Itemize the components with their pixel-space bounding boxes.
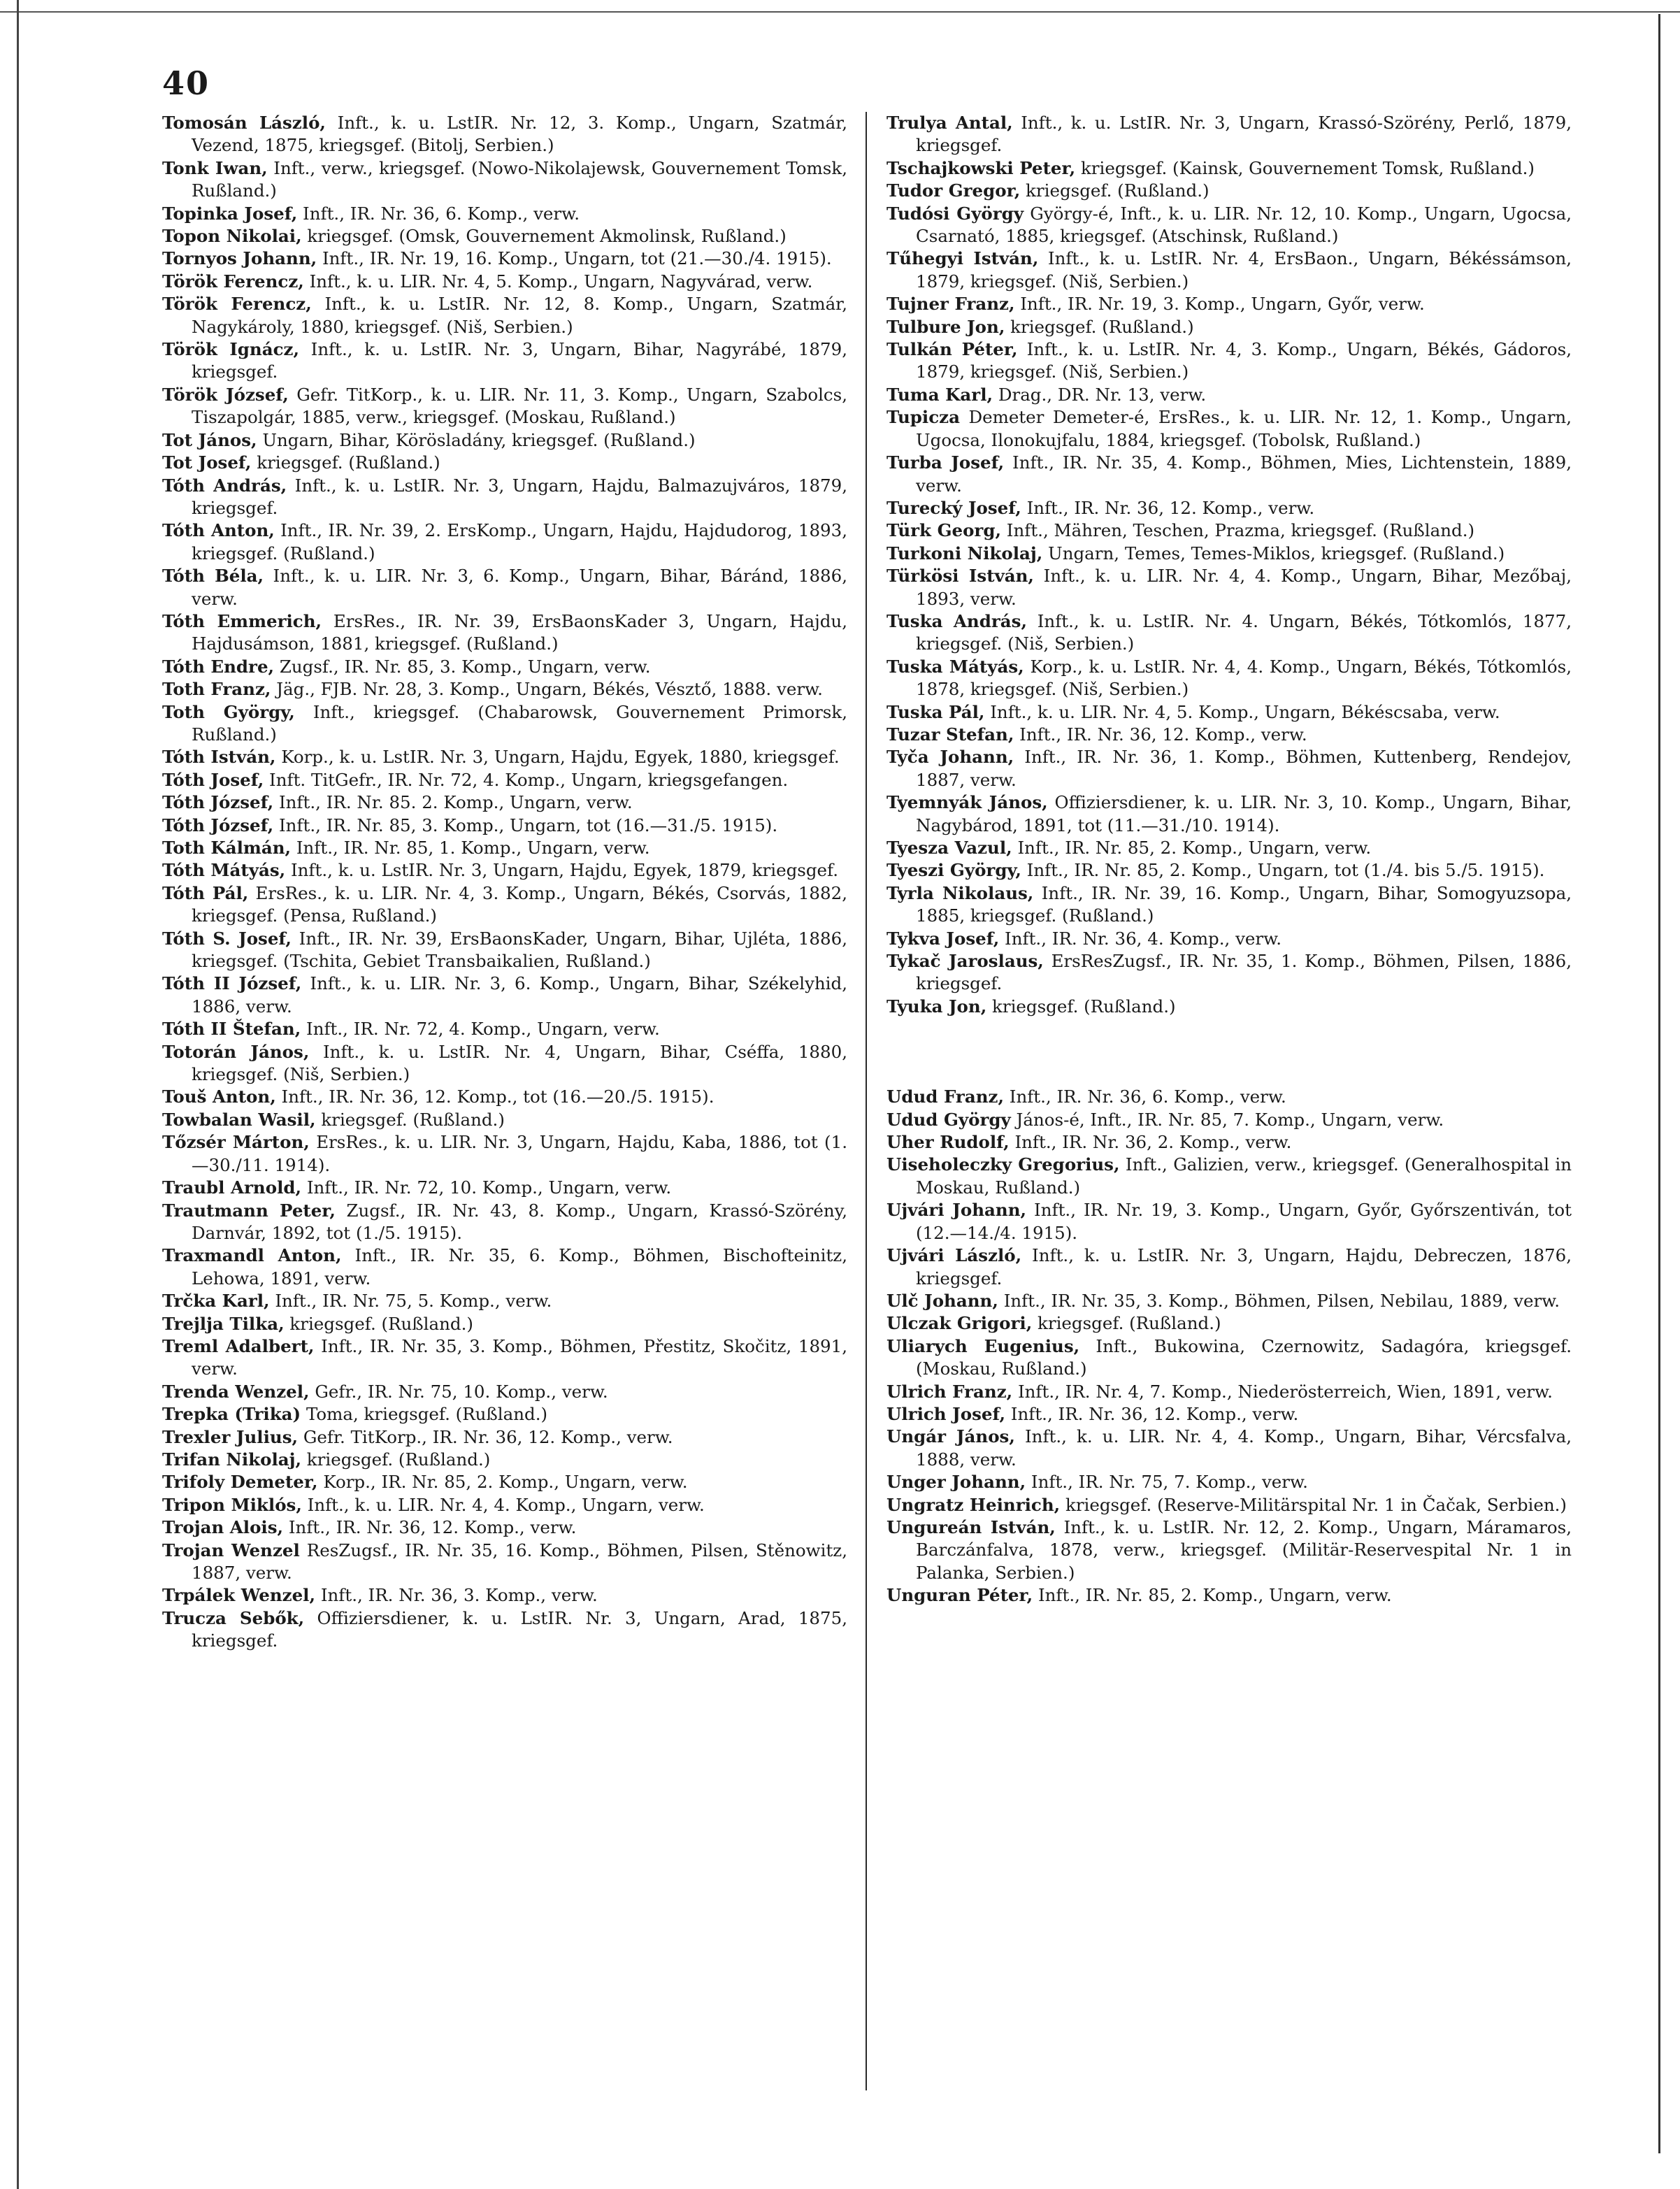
entry-details: Ungarn, Bihar, Körösladány, kriegsgef. (Rußland.) <box>257 429 696 450</box>
register-entry <box>162 1131 847 1177</box>
register-entry <box>162 1244 847 1290</box>
entry-name: Török Ferencz, <box>162 271 304 292</box>
register-entry <box>162 1403 847 1426</box>
entry-name: Trepka (Trika) <box>162 1404 301 1425</box>
entry-details: Korp., k. u. LstIR. Nr. 3, Ungarn, Hajdu, Egyek, 1880, kriegsgef. <box>275 747 840 768</box>
entry-name: Tyeszi György, <box>886 860 1021 881</box>
entry-name: Tóth S. Josef, <box>162 928 292 949</box>
register-entry <box>162 1607 847 1653</box>
entry-name: Tóth József, <box>162 792 274 813</box>
register-entry <box>162 475 847 520</box>
entry-name: Toth György, <box>162 701 295 722</box>
register-entry <box>162 656 847 678</box>
entry-name: Tóth Mátyás, <box>162 860 286 881</box>
entry-name: Toth Kálmán, <box>162 838 292 858</box>
register-entry <box>162 746 847 768</box>
entry-details: Inft., kriegsgef. (Chabarowsk, Gouvernement Primorsk, Rußland.) <box>192 701 847 745</box>
entry-details: Inft., k. u. LIR. Nr. 4, 4. Komp., Ungarn, Bihar, Mezőbaj, 1893, verw. <box>916 566 1572 609</box>
entry-details: Inft., k. u. LIR. Nr. 3, 6. Komp., Ungarn, Bihar, Báránd, 1886, verw. <box>192 566 847 609</box>
entry-name: Ujvári Johann, <box>886 1200 1027 1221</box>
register-entry <box>886 1290 1572 1312</box>
entry-name: Ujvári László, <box>886 1245 1022 1266</box>
register-entry <box>162 293 847 338</box>
entry-name: Trejlja Tilka, <box>162 1313 285 1334</box>
entry-details: kriegsgef. (Rußland.) <box>301 1449 491 1470</box>
page-top-edge <box>0 11 1680 13</box>
entry-details: Offiziersdiener, k. u. LIR. Nr. 3, 10. Komp., Ungarn, Bihar, Nagybárod, 1891, tot (11.—31./10. 1914). <box>916 792 1572 835</box>
entry-name: Trifoly Demeter, <box>162 1472 318 1493</box>
entry-details: Inft., k. u. LIR. Nr. 4, 4. Komp., Ungarn, verw. <box>301 1494 705 1515</box>
right-column-t-entries <box>886 112 1572 1018</box>
entry-name: Trautmann Peter, <box>162 1200 336 1221</box>
register-entry <box>886 1494 1572 1516</box>
register-entry <box>162 1426 847 1449</box>
entry-name: Ungratz Heinrich, <box>886 1494 1061 1515</box>
entry-name: Tóth Anton, <box>162 520 275 541</box>
entry-details: Inft., IR. Nr. 85. 2. Komp., Ungarn, verw. <box>273 792 633 813</box>
entry-details: Inft., IR. Nr. 36, 6. Komp., verw. <box>1003 1086 1286 1107</box>
entry-name: Turecký Josef, <box>886 497 1021 518</box>
entry-name: Touš Anton, <box>162 1086 276 1107</box>
entry-details: Inft., IR. Nr. 36, 12. Komp., tot (16.—20./5. 1915). <box>275 1086 715 1107</box>
register-entry <box>162 429 847 452</box>
register-entry <box>162 1086 847 1108</box>
register-entry <box>886 656 1572 701</box>
entry-details: Inft., IR. Nr. 36, 12. Komp., verw. <box>1021 497 1315 518</box>
entry-name: Tripon Miklós, <box>162 1494 302 1515</box>
entry-name: Tuska András, <box>886 610 1027 631</box>
entry-details: Inft., IR. Nr. 36, 3. Komp., verw. <box>315 1585 598 1606</box>
entry-name: Tupicza <box>886 407 960 428</box>
entry-name: Tulkán Péter, <box>886 339 1018 360</box>
entry-name: Tóth Pál, <box>162 882 249 903</box>
entry-details: Inft., IR. Nr. 39, 2. ErsKomp., Ungarn, Hajdu, Hajdudorog, 1893, kriegsgef. (Rußland.) <box>192 520 847 564</box>
entry-details: Inft., IR. Nr. 36, 12. Komp., verw. <box>1005 1403 1299 1424</box>
entry-name: Uliarych Eugenius, <box>886 1335 1080 1356</box>
entry-details: Inft., IR. Nr. 85, 2. Komp., Ungarn, tot (1./4. bis 5./5. 1915). <box>1021 860 1545 881</box>
entry-name: Türk Georg, <box>886 520 1001 541</box>
entry-name: Tóth II József, <box>162 973 302 994</box>
register-entry <box>886 384 1572 406</box>
entry-details: Inft., IR. Nr. 4, 7. Komp., Niederösterreich, Wien, 1891, verw. <box>1012 1381 1553 1402</box>
entry-name: Tuska Mátyás, <box>886 656 1024 677</box>
entry-details: Korp., IR. Nr. 85, 2. Komp., Ungarn, verw. <box>317 1472 688 1493</box>
entry-details: Inft., k. u. LstIR. Nr. 3, Ungarn, Hajdu, Debreczen, 1876, kriegsgef. <box>916 1245 1572 1289</box>
entry-details: Inft., k. u. LstIR. Nr. 12, 8. Komp., Ungarn, Szatmár, Nagykároly, 1880, kriegsgef. (Niš, Serbien.) <box>192 294 847 337</box>
entry-details: ErsRes., k. u. LIR. Nr. 3, Ungarn, Hajdu, Kaba, 1886, tot (1.—30./11. 1914). <box>192 1132 847 1175</box>
register-entry <box>886 701 1572 724</box>
register-entry <box>162 928 847 973</box>
entry-name: Tomosán László, <box>162 113 326 133</box>
entry-details: Inft., IR. Nr. 39, ErsBaonsKader, Ungarn, Bihar, Ujléta, 1886, kriegsgef. (Tschita, Gebiet Transbaikalien, Rußland.) <box>192 928 847 972</box>
entry-name: Tuzar Stefan, <box>886 724 1014 745</box>
entry-details: kriegsgef. (Rußland.) <box>1005 316 1194 337</box>
page-right-edge <box>1658 14 1660 2153</box>
entry-name: Tóth II Štefan, <box>162 1019 301 1040</box>
entry-name: Tóth Emmerich, <box>162 610 322 631</box>
entry-name: Turba Josef, <box>886 452 1005 473</box>
register-entry <box>886 519 1572 542</box>
register-entry <box>162 1018 847 1040</box>
register-entry <box>886 837 1572 859</box>
entry-details: Inft., k. u. LIR. Nr. 4, 5. Komp., Ungarn, Nagyvárad, verw. <box>303 271 813 292</box>
entry-name: Tóth Béla, <box>162 566 264 587</box>
register-entry <box>886 1131 1572 1154</box>
entry-name: Ulczak Grigori, <box>886 1313 1033 1334</box>
entry-name: Trifan Nikolaj, <box>162 1449 302 1470</box>
entry-name: Tóth István, <box>162 747 276 768</box>
entry-name: Tóth András, <box>162 475 287 496</box>
register-entry <box>162 1471 847 1493</box>
entry-details: Inft., IR. Nr. 35, 3. Komp., Böhmen, Pilsen, Nebilau, 1889, verw. <box>998 1290 1560 1311</box>
entry-details: Inft., Galizien, verw., kriegsgef. (Generalhospital in Moskau, Rußland.) <box>916 1154 1572 1198</box>
register-entry <box>886 112 1572 157</box>
register-entry <box>886 1086 1572 1108</box>
entry-details: Inft., IR. Nr. 85, 2. Komp., Ungarn, verw. <box>1033 1585 1392 1606</box>
register-entry <box>162 1200 847 1245</box>
register-entry <box>162 271 847 293</box>
register-entry <box>886 928 1572 950</box>
entry-name: Tot Josef, <box>162 452 252 473</box>
entry-details: Inft., IR. Nr. 75, 5. Komp., verw. <box>269 1291 552 1312</box>
entry-name: Tschajkowski Peter, <box>886 157 1076 178</box>
entry-name: Török József, <box>162 384 289 405</box>
register-entry <box>886 1312 1572 1335</box>
entry-name: Tűhegyi István, <box>886 248 1039 269</box>
entry-details: Inft., k. u. LstIR. Nr. 3, Ungarn, Hajdu, Egyek, 1879, kriegsgef. <box>285 860 839 881</box>
entry-name: Tudor Gregor, <box>886 180 1021 201</box>
right-column <box>886 112 1572 1607</box>
entry-details: Inft., k. u. LstIR. Nr. 4, ErsBaon., Ungarn, Békéssámson, 1879, kriegsgef. (Niš, Serbien.) <box>916 248 1572 292</box>
entry-details: Inft., IR. Nr. 19, 3. Komp., Ungarn, Győr, verw. <box>1014 294 1425 315</box>
section-gap <box>886 1018 1572 1086</box>
register-entry <box>886 996 1572 1018</box>
entry-details: ErsRes., k. u. LIR. Nr. 4, 3. Komp., Ungarn, Békés, Csorvás, 1882, kriegsgef. (Pensa, Rußland.) <box>192 882 847 926</box>
register-entry <box>886 203 1572 248</box>
entry-details: Drag., DR. Nr. 13, verw. <box>993 384 1207 405</box>
register-entry <box>886 1426 1572 1471</box>
entry-details: Inft., IR. Nr. 36, 12. Komp., verw. <box>1014 724 1307 745</box>
entry-details: Inft., IR. Nr. 85, 3. Komp., Ungarn, tot (16.—31./5. 1915). <box>273 814 778 835</box>
register-entry <box>886 724 1572 746</box>
register-entry <box>162 203 847 225</box>
entry-details: kriegsgef. (Rußland.) <box>284 1313 473 1334</box>
entry-name: Tyrla Nikolaus, <box>886 882 1034 903</box>
register-entry <box>162 565 847 610</box>
entry-details: György-é, Inft., k. u. LIR. Nr. 12, 10. Komp., Ungarn, Ugocsa, Csarnató, 1885, kriegsgef. (Atschinsk, Rußland.) <box>916 203 1572 247</box>
register-entry <box>886 1403 1572 1426</box>
register-entry <box>886 293 1572 315</box>
register-entry <box>162 112 847 157</box>
entry-details: Inft., IR. Nr. 36, 1. Komp., Böhmen, Kuttenberg, Rendejov, 1887, verw. <box>916 747 1572 790</box>
register-entry <box>162 519 847 565</box>
entry-details: Inft., IR. Nr. 72, 4. Komp., Ungarn, verw. <box>301 1019 660 1040</box>
entry-details: kriegsgef. (Kainsk, Gouvernement Tomsk, Rußland.) <box>1075 157 1535 178</box>
register-entry <box>162 1041 847 1086</box>
register-entry <box>162 837 847 859</box>
entry-details: Zugsf., IR. Nr. 85, 3. Komp., Ungarn, verw. <box>274 656 651 677</box>
entry-details: Inft., IR. Nr. 35, 4. Komp., Böhmen, Mies, Lichtenstein, 1889, verw. <box>916 452 1572 496</box>
entry-name: Udud Franz, <box>886 1086 1004 1107</box>
entry-name: Ungureán István, <box>886 1516 1056 1537</box>
entry-details: Inft., verw., kriegsgef. (Nowo-Nikolajewsk, Gouvernement Tomsk, Rußland.) <box>192 157 847 201</box>
entry-details: Ungarn, Temes, Temes-Miklos, kriegsgef. (Rußland.) <box>1042 543 1505 564</box>
entry-details: ResZugsf., IR. Nr. 35, 16. Komp., Böhmen, Pilsen, Stěnowitz, 1887, verw. <box>192 1540 847 1583</box>
entry-name: Ungár János, <box>886 1426 1015 1447</box>
entry-name: Tudósi György <box>886 203 1024 224</box>
entry-name: Ulč Johann, <box>886 1290 998 1311</box>
entry-name: Unger Johann, <box>886 1472 1026 1493</box>
register-entry <box>162 225 847 247</box>
entry-name: Tyemnyák János, <box>886 792 1048 813</box>
entry-details: kriegsgef. (Omsk, Gouvernement Akmolinsk, Rußland.) <box>301 226 787 247</box>
entry-details: kriegsgef. (Reserve-Militärspital Nr. 1 in Čačak, Serbien.) <box>1060 1494 1567 1515</box>
entry-name: Tuska Pál, <box>886 701 985 722</box>
register-entry <box>162 610 847 656</box>
register-entry <box>162 701 847 747</box>
entry-name: Tonk Iwan, <box>162 157 268 178</box>
entry-details: Inft., k. u. LstIR. Nr. 3, Ungarn, Hajdu, Balmazujváros, 1879, kriegsgef. <box>192 475 848 518</box>
register-entry <box>162 1584 847 1607</box>
register-entry <box>886 1109 1572 1131</box>
register-entry <box>162 1177 847 1199</box>
entry-details: kriegsgef. (Rußland.) <box>251 452 440 473</box>
register-entry <box>162 247 847 270</box>
register-entry <box>162 1449 847 1471</box>
entry-name: Topon Nikolai, <box>162 226 302 247</box>
entry-name: Uher Rudolf, <box>886 1132 1010 1153</box>
page-number: 40 <box>162 64 210 102</box>
register-entry <box>886 565 1572 610</box>
entry-name: Trčka Karl, <box>162 1291 270 1312</box>
entry-details: Inft., IR. Nr. 36, 6. Komp., verw. <box>297 203 580 224</box>
register-entry <box>886 1381 1572 1403</box>
entry-details: Zugsf., IR. Nr. 43, 8. Komp., Ungarn, Krassó-Szörény, Darnvár, 1892, tot (1./5. 1915). <box>192 1200 847 1243</box>
register-entry <box>162 1540 847 1585</box>
entry-details: Inft. TitGefr., IR. Nr. 72, 4. Komp., Ungarn, kriegsgefangen. <box>264 769 789 790</box>
entry-name: Turkoni Nikolaj, <box>886 543 1043 564</box>
entry-name: Topinka Josef, <box>162 203 298 224</box>
register-entry <box>886 338 1572 384</box>
register-entry <box>886 316 1572 338</box>
register-entry <box>162 973 847 1018</box>
register-entry <box>162 1109 847 1131</box>
register-entry <box>886 1471 1572 1493</box>
entry-details: Inft., IR. Nr. 36, 4. Komp., verw. <box>999 928 1281 949</box>
entry-details: Inft., IR. Nr. 72, 10. Komp., Ungarn, verw. <box>301 1177 672 1198</box>
entry-name: Török Ferencz, <box>162 294 312 315</box>
entry-name: Tóth József, <box>162 814 274 835</box>
register-entry <box>886 1154 1572 1199</box>
entry-details: Inft., IR. Nr. 19, 3. Komp., Ungarn, Győr, Győrszentiván, tot (12.—14./4. 1915). <box>916 1200 1572 1243</box>
entry-name: Tulbure Jon, <box>886 316 1005 337</box>
register-entry <box>886 1584 1572 1607</box>
entry-name: Tyesza Vazul, <box>886 838 1012 858</box>
entry-name: Ulrich Franz, <box>886 1381 1013 1402</box>
entry-details: Offiziersdiener, k. u. LstIR. Nr. 3, Ungarn, Arad, 1875, kriegsgef. <box>192 1607 847 1651</box>
entry-name: Toth Franz, <box>162 679 271 700</box>
entry-name: Trulya Antal, <box>886 113 1013 133</box>
entry-details: Toma, kriegsgef. (Rußland.) <box>301 1404 548 1425</box>
entry-name: Török Ignácz, <box>162 339 299 360</box>
register-entry <box>886 791 1572 837</box>
entry-name: Tyuka Jon, <box>886 996 987 1017</box>
entry-details: Inft., k. u. LstIR. Nr. 12, 3. Komp., Ungarn, Szatmár, Vezend, 1875, kriegsgef. (Bitolj, Serbien.) <box>192 113 847 156</box>
entry-name: Unguran Péter, <box>886 1585 1033 1606</box>
entry-details: kriegsgef. (Rußland.) <box>986 996 1176 1017</box>
entry-details: Inft., IR. Nr. 85, 2. Komp., Ungarn, verw. <box>1012 838 1372 858</box>
register-entry <box>162 384 847 429</box>
entry-name: Tujner Franz, <box>886 294 1015 315</box>
entry-details: Gefr., IR. Nr. 75, 10. Komp., verw. <box>309 1381 608 1402</box>
entry-details: János-é, Inft., IR. Nr. 85, 7. Komp., Ungarn, verw. <box>1010 1109 1444 1130</box>
entry-details: ErsRes., IR. Nr. 39, ErsBaonsKader 3, Ungarn, Hajdu, Hajdusámson, 1881, kriegsgef. (Rußland.) <box>192 610 847 654</box>
entry-details: Inft., k. u. LstIR. Nr. 12, 2. Komp., Ungarn, Máramaros, Barczánfalva, 1878, verw., kriegsgef. (Militär-Reservespital Nr. 1 in Palanka, Serbien.) <box>916 1516 1572 1583</box>
register-entry <box>886 1335 1572 1381</box>
column-divider <box>866 112 867 2090</box>
entry-name: Ulrich Josef, <box>886 1403 1005 1424</box>
entry-details: Inft., IR. Nr. 75, 7. Komp., verw. <box>1026 1472 1308 1493</box>
register-entry <box>886 180 1572 202</box>
entry-name: Trojan Wenzel <box>162 1540 300 1560</box>
entry-name: Traxmandl Anton, <box>162 1245 342 1266</box>
left-column <box>162 112 847 1653</box>
register-entry <box>886 610 1572 656</box>
entry-details: Inft., IR. Nr. 36, 2. Komp., verw. <box>1009 1132 1292 1153</box>
entry-details: Inft., IR. Nr. 36, 12. Komp., verw. <box>283 1517 577 1538</box>
entry-details: Inft., k. u. LIR. Nr. 4, 4. Komp., Ungarn, Bihar, Vércsfalva, 1888, verw. <box>916 1426 1572 1470</box>
register-entry <box>162 814 847 837</box>
entry-details: Inft., k. u. LIR. Nr. 3, 6. Komp., Ungarn, Bihar, Székelyhid, 1886, verw. <box>192 973 847 1017</box>
entry-name: Treml Adalbert, <box>162 1335 315 1356</box>
entry-name: Tornyos Johann, <box>162 248 317 269</box>
register-entry <box>162 882 847 928</box>
entry-details: Inft., IR. Nr. 35, 6. Komp., Böhmen, Bischofteinitz, Lehowa, 1891, verw. <box>192 1245 848 1289</box>
register-entry <box>162 338 847 384</box>
entry-name: Traubl Arnold, <box>162 1177 302 1198</box>
entry-name: Tuma Karl, <box>886 384 993 405</box>
entry-name: Trojan Alois, <box>162 1517 284 1538</box>
entry-name: Tóth Endre, <box>162 656 275 677</box>
register-entry <box>162 678 847 701</box>
register-entry <box>162 791 847 814</box>
register-entry <box>886 1244 1572 1290</box>
register-entry <box>162 1494 847 1516</box>
entry-name: Uiseholeczky Gregorius, <box>886 1154 1120 1175</box>
entry-name: Totorán János, <box>162 1041 310 1062</box>
entry-details: Inft., k. u. LstIR. Nr. 4, 3. Komp., Ungarn, Békés, Gádoros, 1879, kriegsgef. (Niš, Serbien.) <box>916 339 1572 382</box>
entry-name: Trexler Julius, <box>162 1426 299 1447</box>
right-column-u-entries <box>886 1086 1572 1607</box>
register-entry <box>162 1381 847 1403</box>
entry-details: Inft., IR. Nr. 19, 16. Komp., Ungarn, tot (21.—30./4. 1915). <box>317 248 832 269</box>
register-entry <box>886 247 1572 293</box>
register-entry <box>162 1313 847 1335</box>
register-entry <box>886 859 1572 882</box>
entry-details: Inft., k. u. LstIR. Nr. 3, Ungarn, Krassó-Szörény, Perlő, 1879, kriegsgef. <box>916 113 1572 156</box>
entry-name: Tot János, <box>162 429 257 450</box>
entry-details: Inft., IR. Nr. 85, 1. Komp., Ungarn, verw. <box>291 838 650 858</box>
register-entry <box>162 1516 847 1539</box>
register-entry <box>886 746 1572 791</box>
entry-details: Korp., k. u. LstIR. Nr. 4, 4. Komp., Ungarn, Békés, Tótkomlós, 1878, kriegsgef. (Niš, Serbien.) <box>916 656 1572 700</box>
register-entry <box>886 950 1572 996</box>
entry-name: Udud György <box>886 1109 1011 1130</box>
entry-details: kriegsgef. (Rußland.) <box>1032 1313 1221 1334</box>
register-entry <box>162 1290 847 1312</box>
entry-details: Jäg., FJB. Nr. 28, 3. Komp., Ungarn, Békés, Vésztő, 1888. verw. <box>271 679 823 700</box>
entry-details: Inft., IR. Nr. 39, 16. Komp., Ungarn, Bihar, Somogyuzsopa, 1885, kriegsgef. (Rußland.) <box>916 882 1572 926</box>
entry-details: Inft., Mähren, Teschen, Prazma, kriegsgef. (Rußland.) <box>1001 520 1475 541</box>
entry-name: Tőzsér Márton, <box>162 1132 310 1153</box>
entry-details: Inft., k. u. LstIR. Nr. 4, Ungarn, Bihar, Cséffa, 1880, kriegsgef. (Niš, Serbien.) <box>192 1041 847 1085</box>
register-entry <box>886 1516 1572 1584</box>
entry-name: Tyča Johann, <box>886 747 1014 768</box>
register-entry <box>162 859 847 882</box>
entry-details: Inft., Bukowina, Czernowitz, Sadagóra, kriegsgef. (Moskau, Rußland.) <box>916 1335 1572 1379</box>
entry-details: kriegsgef. (Rußland.) <box>1020 180 1209 201</box>
register-entry <box>886 452 1572 497</box>
entry-name: Tykva Josef, <box>886 928 1000 949</box>
entry-details: Demeter Demeter-é, ErsRes., k. u. LIR. Nr. 12, 1. Komp., Ungarn, Ugocsa, Ilonokujfalu, 1884, kriegsgef. (Tobolsk, Rußland.) <box>916 407 1572 450</box>
entry-details: Gefr. TitKorp., IR. Nr. 36, 12. Komp., verw. <box>298 1426 673 1447</box>
entry-name: Towbalan Wasil, <box>162 1109 316 1130</box>
entry-details: Gefr. TitKorp., k. u. LIR. Nr. 11, 3. Komp., Ungarn, Szabolcs, Tiszapolgár, 1885, verw., kriegsgef. (Moskau, Rußland.) <box>192 384 848 428</box>
entry-name: Trenda Wenzel, <box>162 1381 310 1402</box>
register-entry <box>886 157 1572 180</box>
entry-name: Trpálek Wenzel, <box>162 1585 316 1606</box>
entry-details: ErsResZugsf., IR. Nr. 35, 1. Komp., Böhmen, Pilsen, 1886, kriegsgef. <box>916 951 1572 994</box>
register-entry <box>886 497 1572 519</box>
register-entry <box>162 157 847 203</box>
entry-details: Inft., IR. Nr. 35, 3. Komp., Böhmen, Přestitz, Skočitz, 1891, verw. <box>192 1335 848 1379</box>
page-left-edge <box>17 0 19 2189</box>
register-entry <box>886 1199 1572 1244</box>
entry-name: Türkösi István, <box>886 566 1034 587</box>
entry-name: Tóth Josef, <box>162 769 264 790</box>
entry-details: Inft., k. u. LIR. Nr. 4, 5. Komp., Ungarn, Békéscsaba, verw. <box>984 701 1500 722</box>
register-entry <box>886 406 1572 452</box>
entry-details: kriegsgef. (Rußland.) <box>315 1109 505 1130</box>
entry-details: Inft., k. u. LstIR. Nr. 3, Ungarn, Bihar, Nagyrábé, 1879, kriegsgef. <box>192 339 847 382</box>
entry-name: Trucza Sebők, <box>162 1607 305 1628</box>
register-entry <box>886 543 1572 565</box>
register-entry <box>162 769 847 791</box>
register-entry <box>162 1335 847 1381</box>
entry-name: Tykač Jaroslaus, <box>886 951 1044 972</box>
entry-details: Inft., k. u. LstIR. Nr. 4. Ungarn, Békés, Tótkomlós, 1877, kriegsgef. (Niš, Serbien.) <box>916 610 1572 654</box>
register-entry <box>886 882 1572 928</box>
register-entry <box>162 452 847 474</box>
